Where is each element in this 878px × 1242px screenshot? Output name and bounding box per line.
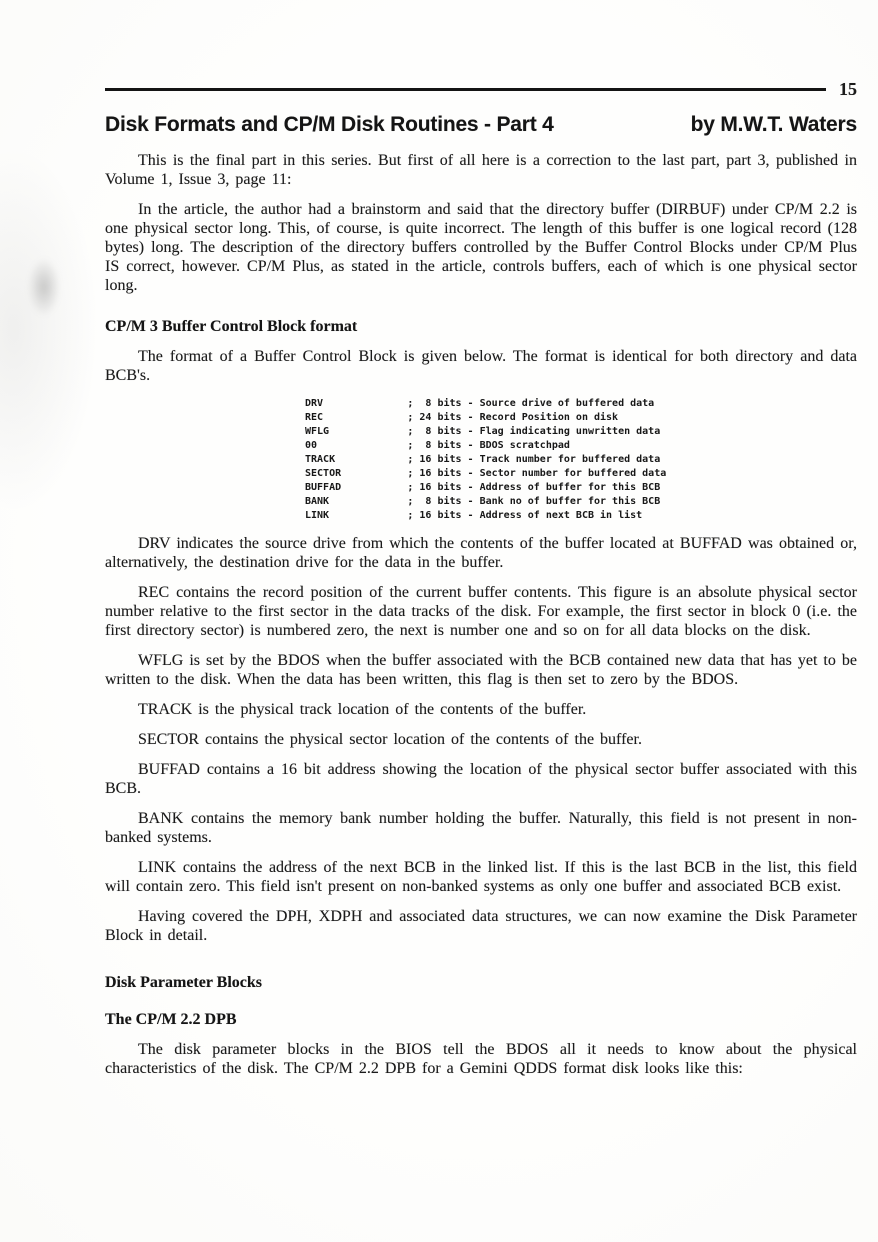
listing-line-rec: REC ; 24 bits - Record Position on disk [305, 412, 619, 423]
article-title: Disk Formats and CP/M Disk Routines - Part 4 [105, 113, 554, 136]
paragraph-series-intro: This is the final part in this series. But first of all here is a correction to the last part, part 3, published in Volume 1, Issue 3, page 11: [105, 152, 857, 188]
paragraph-bank: BANK contains the memory bank number holding the buffer. Naturally, this field is not present in non-banked systems. [105, 810, 857, 846]
paragraph-link: LINK contains the address of the next BCB in the linked list. If this is the last BCB in the list, this field will contain zero. This field isn't present on non-banked systems as only one buffer and associated BCB exist. [105, 859, 857, 895]
paragraph-drv: DRV indicates the source drive from which the contents of the buffer located at BUFFAD was obtained or, alternatively, the destination drive for the data in the buffer. [105, 535, 857, 571]
paragraph-rec: REC contains the record position of the current buffer contents. This figure is an absolute physical sector number relative to the first sector in the data tracks of the disk. For example, the first sector in block 0 (i.e. the first directory sector) is numbered zero, the next is number one and so on for all data blocks on the disk. [105, 584, 857, 639]
listing-line-wflg: WFLG ; 8 bits - Flag indicating unwritten data [305, 426, 661, 437]
heading-bcb-format: CP/M 3 Buffer Control Block format [105, 318, 358, 335]
listing-line-sector: SECTOR ; 16 bits - Sector number for buffered data [305, 468, 667, 479]
article-header [105, 112, 857, 137]
paragraph-wflg: WFLG is set by the BDOS when the buffer associated with the BCB contained new data that has yet to be written to the disk. When the data has been written, this flag is then set to zero by the BDOS. [105, 652, 857, 688]
paragraph-transition: Having covered the DPH, XDPH and associated data structures, we can now examine the Disk Parameter Block in detail. [105, 908, 857, 944]
scan-smudge [28, 258, 60, 316]
paragraph-sector: SECTOR contains the physical sector location of the contents of the buffer. [138, 731, 642, 748]
heading-disk-parameter-blocks: Disk Parameter Blocks [105, 974, 263, 991]
header-rule [105, 88, 826, 91]
listing-line-drv: DRV ; 8 bits - Source drive of buffered data [305, 398, 655, 409]
page-header [105, 78, 857, 100]
listing-line-00: 00 ; 8 bits - BDOS scratchpad [305, 440, 570, 451]
page-number: 15 [839, 79, 857, 99]
paragraph-bcb-lead: The format of a Buffer Control Block is given below. The format is identical for both directory and data BCB's. [105, 348, 857, 384]
bcb-format-listing [305, 397, 857, 523]
paragraph-dpb-lead: The disk parameter blocks in the BIOS tell the BDOS all it needs to know about the physical characteristics of the disk. The CP/M 2.2 DPB for a Gemini QDDS format disk looks like this: [105, 1041, 857, 1077]
listing-line-link: LINK ; 16 bits - Address of next BCB in list [305, 510, 643, 521]
heading-cpm22-dpb: The CP/M 2.2 DPB [105, 1011, 237, 1028]
listing-line-buffad: BUFFAD ; 16 bits - Address of buffer for this BCB [305, 482, 661, 493]
paragraph-track: TRACK is the physical track location of the contents of the buffer. [138, 701, 587, 718]
article-byline: by M.W.T. Waters [690, 113, 857, 136]
paragraph-buffad: BUFFAD contains a 16 bit address showing the location of the physical sector buffer associated with this BCB. [105, 761, 857, 797]
listing-line-bank: BANK ; 8 bits - Bank no of buffer for this BCB [305, 496, 661, 507]
paragraph-correction: In the article, the author had a brainstorm and said that the directory buffer (DIRBUF) under CP/M 2.2 is one physical sector long. This, of course, is quite incorrect. The length of this buffer is one logical record (128 bytes) long. The description of the directory buffers controlled by the Buffer Control Blocks under CP/M Plus IS correct, however. CP/M Plus, as stated in the article, controls buffers, each of which is one physical sector long. [105, 201, 857, 294]
listing-line-track: TRACK ; 16 bits - Track number for buffered data [305, 454, 661, 465]
